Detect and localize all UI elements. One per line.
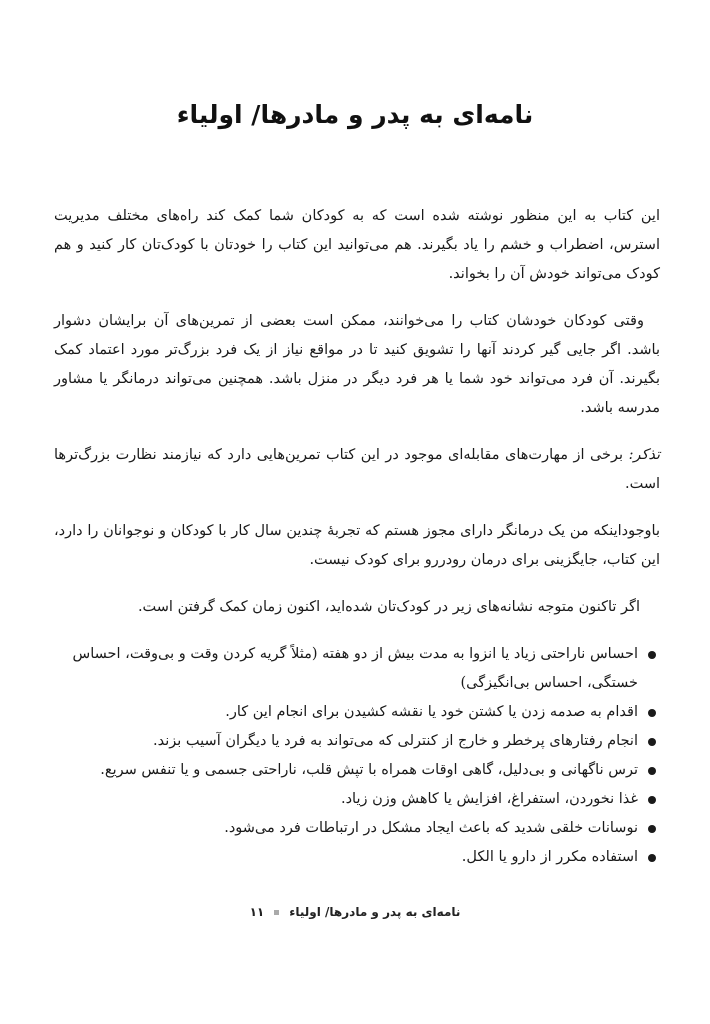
list-item — [54, 843, 660, 872]
list-item — [54, 785, 660, 814]
list-item — [54, 698, 660, 727]
note-paragraph — [54, 441, 660, 499]
note-text: برخی از مهارت‌های مقابله‌ای موجود در این کتاب تمرین‌هایی دارد که نیازمند نظارت بزرگ‌ترها است. — [54, 447, 660, 492]
paragraph-intro: این کتاب به این منظور نوشته شده است که به کودکان شما کمک کند راه‌های مختلف مدیریت استرس، اضطراب و خشم را یاد بگیرند. هم می‌توانید این کتاب را خودتان با کودک‌تان کار کنید و هم کودک می‌تواند خودش آن را بخواند. — [54, 208, 660, 282]
running-title: نامه‌ای به پدر و مادرها/ اولیاء — [289, 905, 461, 919]
bullet-icon — [648, 854, 656, 862]
list-item — [54, 814, 660, 843]
note-label: تذکر: — [628, 447, 660, 463]
page-footer — [0, 905, 710, 919]
list-item — [54, 640, 660, 698]
page-title: نامه‌ای به پدر و مادرها/ اولیاء — [176, 100, 534, 129]
paragraph-self-reading: وقتی کودکان خودشان کتاب را می‌خوانند، ممکن است بعضی از تمرین‌های آن برایشان دشوار باشد. اگر جایی گیر کردند آنها را تشویق کنید تا در مواقع نیاز از یک فرد بزرگ‌تر مورد اعتماد کمک بگیرند. آن فرد می‌تواند خود شما یا هر فرد دیگر در منزل باشد. همچنین می‌تواند درمانگر یا مشاور مدرسه باشد. — [54, 313, 660, 416]
bullet-icon — [648, 767, 656, 775]
list-item-text: غذا نخوردن، استفراغ، افزایش یا کاهش وزن زیاد. — [340, 791, 638, 807]
bullet-icon — [648, 796, 656, 804]
body-text — [54, 202, 660, 872]
list-item-text: استفاده مکرر از دارو یا الکل. — [461, 849, 638, 865]
list-item — [54, 727, 660, 756]
bullet-icon — [648, 651, 656, 659]
list-item-text: ترس ناگهانی و بی‌دلیل، گاهی اوقات همراه با تپش قلب، ناراحتی جسمی و یا تنفس سریع. — [100, 762, 638, 778]
bullet-icon — [648, 709, 656, 717]
bullet-icon — [648, 738, 656, 746]
separator-square-icon — [274, 910, 279, 915]
page-number: ۱۱ — [249, 905, 265, 919]
warning-signs-list — [54, 640, 660, 872]
list-item-text: انجام رفتارهای پرخطر و خارج از کنترلی که می‌تواند به فرد یا دیگران آسیب بزند. — [153, 733, 638, 749]
warning-signs-lead: اگر تاکنون متوجه نشانه‌های زیر در کودک‌تان شده‌اید، اکنون زمان کمک گرفتن است. — [137, 599, 640, 615]
list-item — [54, 756, 660, 785]
paragraph-therapist: باوجوداینکه من یک درمانگر دارای مجوز هستم که تجربۀ چندین سال کار با کودکان و نوجوانان را دارد، این کتاب، جایگزینی برای درمان رودررو برای کودک نیست. — [54, 523, 660, 568]
list-item-text: نوسانات خلقی شدید که باعث ایجاد مشکل در ارتباطات فرد می‌شود. — [224, 820, 638, 836]
list-item-text: احساس ناراحتی زیاد یا انزوا به مدت بیش از دو هفته (مثلاً گریه کردن وقت و بی‌وقت، احساس خستگی، احساس بی‌انگیزگی) — [72, 646, 638, 691]
bullet-icon — [648, 825, 656, 833]
list-item-text: اقدام به صدمه زدن یا کشتن خود یا نقشه کشیدن برای انجام این کار. — [225, 704, 638, 720]
